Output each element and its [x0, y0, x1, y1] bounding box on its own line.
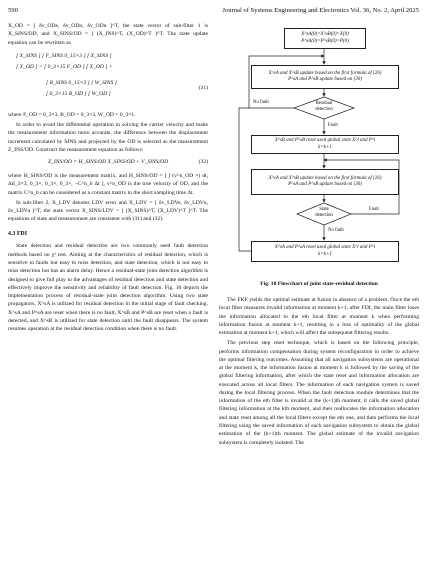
label-no-fault-bottom: No fault: [328, 228, 344, 233]
label-fault-right: Fault: [369, 207, 379, 212]
equation-31: [8, 50, 208, 108]
paragraph-measurement-intro: In order to avoid the differential operation in solving the carrier velocity and make the measurement information more accurate, the difference between the displacement increment calculated by SINS and projected by the OD is selected as the measurement Z_INS/OD. Construct the measurement equation as follows:: [8, 122, 208, 153]
figure-caption: Fig. 10 Flowchart of joint state-residual detection: [260, 281, 378, 287]
paragraph-fdi: State detection and residual detection are two commonly used fault detection methods based on χ² test. Aiming at the characteristics of residual detection, which is sensitive to faults but easy to miss detection, and state detection, which is not easy to miss detection but has an alarm delay. Hence a residual-state joint detection algorithm is designed to give full play to the advantages of residual detection and state detection and effectively improve the sensitivity and reliability of fault detection. Fig. 10 depicts the implementation process of residual-state joint detection algorithm. Using two state propagators, X^sA is utilized for residual detection in the initial stage of fault checking. X^sA and P^sA are reset when there is no fault, X^sB and P^sB are reset when a fault is detected, and X^sB is utilized for state detection until the fault disappears. The system resumes operation at the residual detection condition when there is no fault.: [8, 243, 208, 333]
label-no-fault-top: No fault: [253, 100, 269, 105]
reset-a-box: X^sA and P^sA reset used global state X^i and P^i k=k+1: [251, 241, 399, 262]
left-column: [8, 22, 208, 335]
equation-32-text: Z_INS/OD = H_SINS/OD X_SINS/OD + V_SINS/OD: [48, 159, 169, 166]
label-fault-mid: Fault: [328, 123, 338, 128]
equation-32: [8, 158, 208, 169]
matrix-row-4: [ 0_3×15 B_OD ] [ W_OD ]: [46, 90, 111, 97]
paragraph-subfilter-2: In sub-filter 2, X_LDV denotes LDV error and X_LDV = [ δv_LDVe, δv_LDVn, δv_LDVu ]^T, the state vector X_SINS/LDV = [ (X_SINS)^T, (X_LDV)^T ]^T. The equations of state and measurement are consistent with (31) and (32).: [8, 199, 208, 223]
matrix-row-3: [ B_SINS 0_15×3 ] [ W_SINS ]: [46, 79, 117, 86]
paragraph-where-f: where F_OD = 0_3×3, B_OD = 0_3×3, W_OD = 0_3×1.: [8, 111, 136, 118]
reset-b-box: X^sB and P^sB reset used global state X^i and P^i k=k+1: [251, 135, 399, 154]
equation-number-31: (31): [198, 84, 208, 91]
residual-detection-label: Residual detection: [315, 101, 333, 112]
matrix-row-1: [ X_SINS ] [ F_SINS 0_15×3 ] [ X_SINS ]: [16, 52, 112, 59]
paragraph-state-vector: X_OD = [ δv_ODe, δv_ODn, δv_ODu ]^T, the state vector of sub-filter 1 is X_SINS/OD, and X_SINS/OD = [ (X_INS)^T, (X_OD)^T ]^T. The state update equation can be rewritten as: [8, 23, 208, 46]
paragraph-fkf: The FKF yields the optimal estimate at fusion in absence of a problem. Once the eth local filter measures invalid information at moment k+1, after FDI, the main filter loses the information allocated to the eth local filter at moment k when performing information fusion at moment k+1, resulting in a loss of optimality of the global estimation at moment k+1, which will affect the subsequent filtering results.: [219, 297, 419, 337]
section-heading-fdi: 4.3 FDI: [8, 230, 27, 237]
matrix-row-2: [ X_OD ] = [ 0_3×15 F_OD ] [ X_OD ] +: [16, 63, 113, 70]
update-box-2: X^sA and X^sB update based on the first formula of (26) P^sA and P^sB update based on (30): [251, 169, 399, 195]
flowchart-figure-10: [231, 22, 417, 276]
update-box-1: X^sA and X^sB update based on the first formula of (26) P^sA and P^sB update based on (30): [251, 65, 399, 89]
page-number: 590: [8, 7, 18, 14]
paragraph-measurement-matrix: where H_SINS/OD is the measurement matrix, and H_SINS/OD = [ ∫ (v^n_OD ×) dt, ΔtI_3×3, 0_3×, 0_3×, 0_3×, −C^n_b Δt ], v^n_OD is the true velocity of OD, and the matrix C^n_b can be considered as a constant matrix in the short sampling time Δt.: [8, 173, 208, 196]
equation-number-32: (32): [198, 159, 208, 166]
state-detection-label: State detection: [315, 207, 333, 218]
right-column: [219, 296, 419, 449]
init-box: X^sA(0)=X^sB(0)=X(0) P^sA(0)=P^sB(0)=P(0): [284, 28, 366, 49]
paragraph-reset-technique: The previous step reset technique, which is based on the following principle, performs information compensation during system reconfiguration in order to achieve the optimal filtering outcomes. Assuming that all navigation subsystems are operational at the moment k, the information fusion at moment k is followed by the saving of the global filtering information, after which the state reset and information allocation are executed across all local filters. The information of each navigation system is saved during the local filtering process. When the fault detection module determines that the information of the eth filter is invalid at the (k+1)th moment, it calls the saved global filtering information at the kth moment, and then reallocates the information allocation and state reset among all the local filters except the eth one, and then performs the local filtering using the saved information of each navigation subsystem to obtain the global estimation of the (k+1)th moment. The global estimate of the invalid navigation subsystem is completely isolated. The: [219, 340, 419, 446]
page-header: [8, 7, 419, 19]
journal-title: Journal of Systems Engineering and Electronics Vol. 36, No. 2, April 2025: [222, 7, 419, 14]
